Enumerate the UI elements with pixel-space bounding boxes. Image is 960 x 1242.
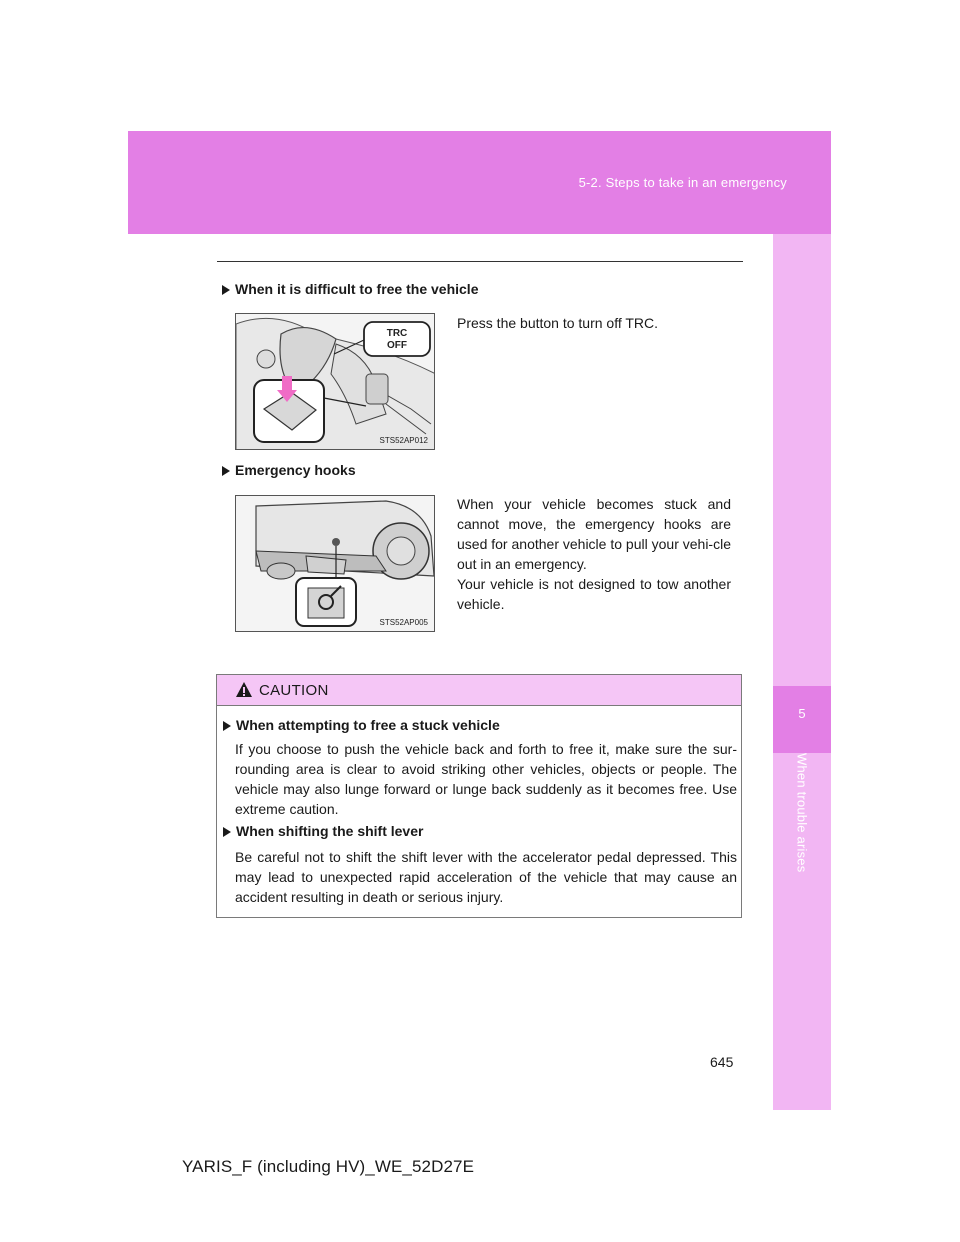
trc-label: TRC (386, 328, 408, 339)
trc-off-figure (235, 313, 435, 450)
header-rule (217, 261, 743, 262)
hooks-description-tow: Your vehicle is not designed to tow another vehicle. (457, 576, 731, 612)
caution-header (217, 675, 741, 706)
bullet-icon (223, 827, 231, 837)
caution-item-text: Be careful not to shift the shift lever with the accelerator pedal depressed. This may lead to unexpected rapid acceleration of the vehicle that may cause an accident resulting in death or serious injury. (235, 849, 737, 905)
dashboard-illustration (236, 314, 435, 450)
bullet-icon (223, 721, 231, 731)
vehicle-underside-illustration (236, 496, 435, 632)
figure-code: STS52AP012 (379, 436, 428, 445)
document-footer: YARIS_F (including HV)_WE_52D27E (182, 1157, 475, 1176)
section-heading-emergency-hooks: Emergency hooks (222, 462, 356, 478)
trc-description: Press the button to turn off TRC. (457, 315, 659, 331)
emergency-hooks-figure (235, 495, 435, 632)
chapter-label-text: When trouble arises (794, 753, 810, 873)
off-label: OFF (387, 340, 407, 351)
side-strip (773, 234, 831, 1110)
hooks-description: When your vehicle becomes stuck and cannot move, the emergency hooks are used for another vehicle to pull your vehi-cle out in an emergency. (457, 496, 731, 572)
bullet-icon (222, 285, 230, 295)
page-number: 645 (710, 1054, 734, 1070)
caution-item-title: When shifting the shift lever (223, 823, 423, 839)
section-heading-free-vehicle: When it is difficult to free the vehicle (222, 281, 478, 297)
caution-item-text: If you choose to push the vehicle back and forth to free it, make sure the sur-rounding area is clear to avoid striking other vehicles, objects or people. The vehicle may also lunge forward or lunge back suddenly as it becomes free. Use extreme caution. (235, 741, 737, 817)
chapter-tab[interactable] (773, 686, 831, 753)
chapter-number: 5 (798, 706, 806, 721)
figure-code: STS52AP005 (379, 618, 428, 627)
warning-triangle-icon (235, 681, 253, 698)
chapter-label (773, 753, 831, 903)
header-band (128, 131, 831, 234)
caution-box (216, 674, 742, 918)
caution-title: CAUTION (259, 682, 329, 699)
section-breadcrumb: 5-2. Steps to take in an emergency (578, 175, 787, 190)
caution-item-title: When attempting to free a stuck vehicle (223, 717, 500, 733)
bullet-icon (222, 466, 230, 476)
